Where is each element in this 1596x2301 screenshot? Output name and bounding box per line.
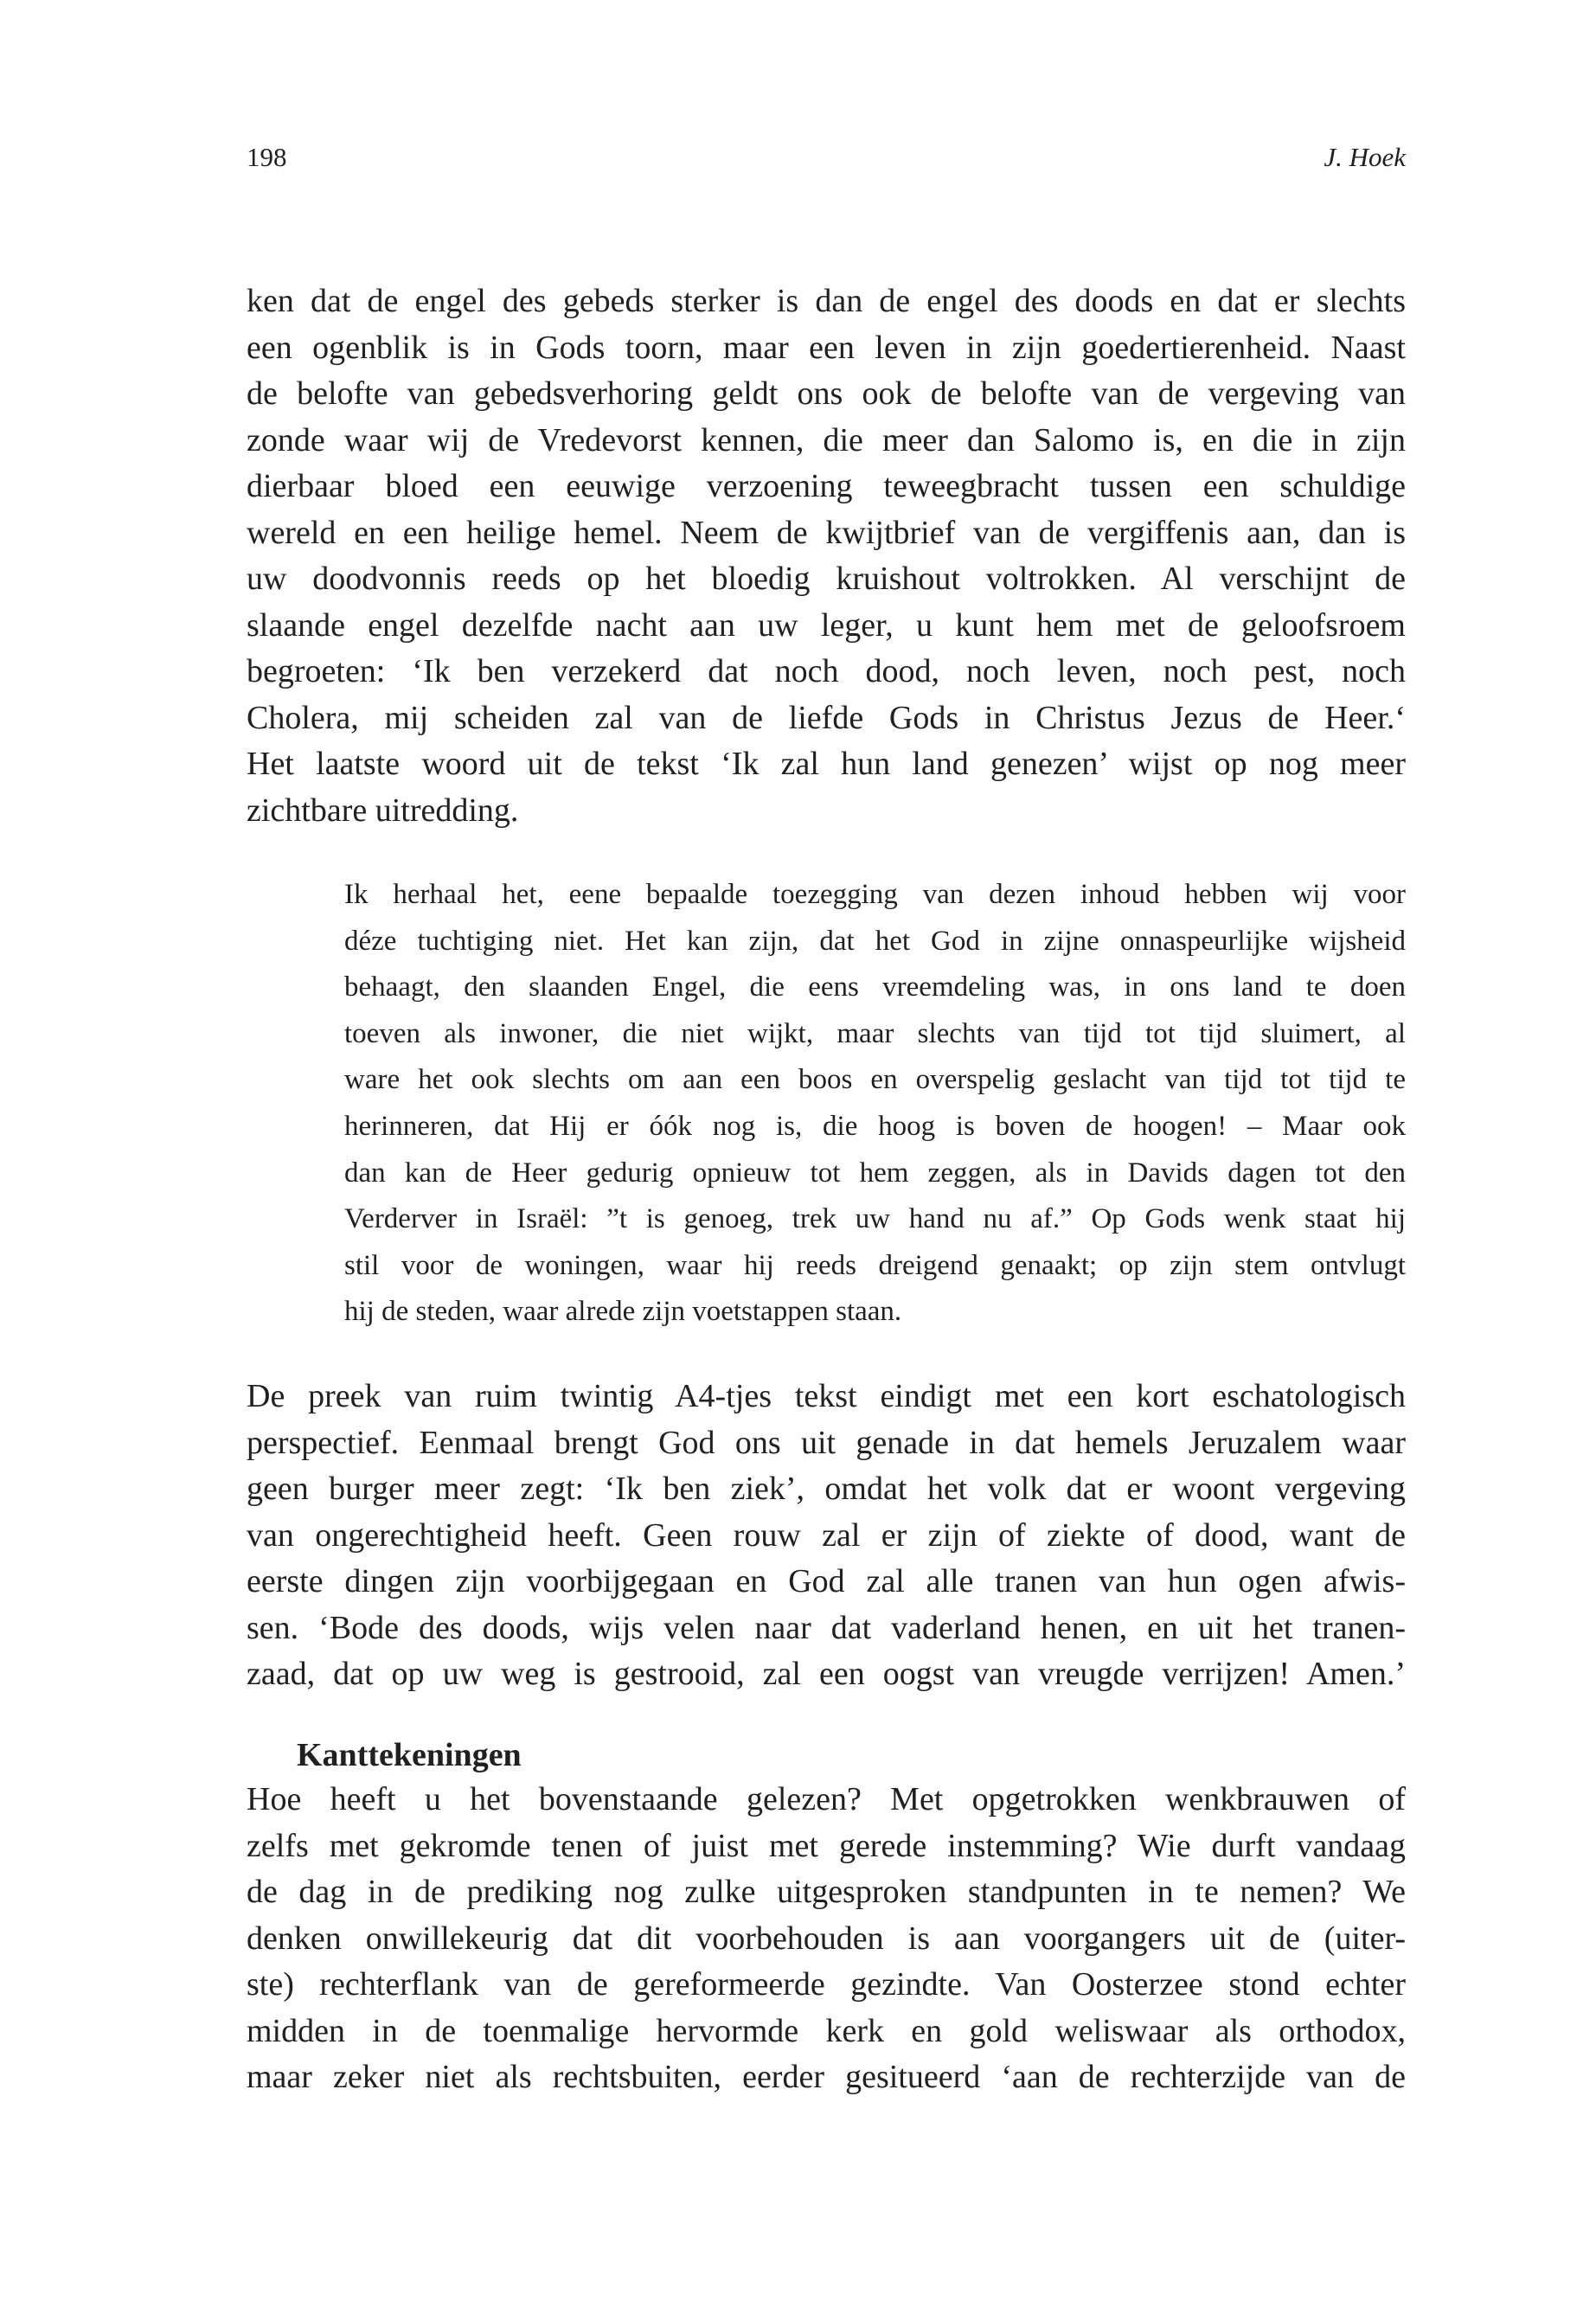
paragraph-kanttekeningen xyxy=(247,1777,1406,2101)
text-line: slaande engel dezelfde nacht aan uw leger, u kunt hem met de geloofsroem xyxy=(247,606,1406,644)
text-line: De preek van ruim twintig A4-tjes tekst eindigt met een kort eschatologisch xyxy=(247,1378,1406,1414)
text-line: van ongerechtigheid heeft. Geen rouw zal er zijn of ziekte of dood, want de xyxy=(247,1516,1406,1554)
paragraph-eschatological-perspective xyxy=(247,1374,1406,1698)
quote-line: behaagt, den slaanden Engel, die eens vreemdeling was, in ons land te doen xyxy=(344,971,1406,1003)
quote-line: déze tuchtiging niet. Het kan zijn, dat het God in zijne onnaspeurlijke wijsheid xyxy=(344,925,1406,957)
text-line: zaad, dat op uw weg is gestrooid, zal een oogst van vreugde verrijzen! Amen.’ xyxy=(247,1656,1406,1692)
text-line: geen burger meer zegt: ‘Ik ben ziek’, omdat het volk dat er woont vergeving xyxy=(247,1471,1406,1507)
text-line: sen. ‘Bode des doods, wijs velen naar dat vaderland henen, en uit het tranen- xyxy=(247,1609,1406,1646)
quote-line: herinneren, dat Hij er óók nog is, die hoog is boven de hoogen! – Maar ook xyxy=(344,1110,1406,1142)
page-header xyxy=(247,138,1406,176)
quote-line: stil voor de woningen, waar hij reeds dreigend genaakt; op zijn stem ontvlugt xyxy=(344,1249,1406,1281)
quote-line: Ik herhaal het, eene bepaalde toezegging van dezen inhoud hebben wij voor xyxy=(344,879,1406,910)
text-line: perspectief. Eenmaal brengt God ons uit genade in dat hemels Jeruzalem waar xyxy=(247,1424,1406,1461)
paragraph-sermon-continuation xyxy=(247,279,1406,834)
text-line: Hoe heeft u het bovenstaande gelezen? Met opgetrokken wenkbrauwen of xyxy=(247,1781,1406,1817)
text-line: ken dat de engel des gebeds sterker is dan de engel des doods en dat er slechts xyxy=(247,283,1406,319)
text-line: zelfs met gekromde tenen of juist met gerede instemming? Wie durft vandaag xyxy=(247,1827,1406,1864)
block-quote xyxy=(344,872,1406,1336)
text-line: de belofte van gebedsverhoring geldt ons ook de belofte van de vergeving van xyxy=(247,375,1406,412)
text-line: eerste dingen zijn voorbijgegaan en God zal alle tranen van hun ogen afwis- xyxy=(247,1563,1406,1599)
text-line: wereld en een heilige hemel. Neem de kwijtbrief van de vergiffenis aan, dan is xyxy=(247,514,1406,551)
text-line: zonde waar wij de Vredevorst kennen, die meer dan Salomo is, en die in zijn xyxy=(247,421,1406,458)
text-line: maar zeker niet als rechtsbuiten, eerder gesitueerd ‘aan de rechterzijde van de xyxy=(247,2059,1406,2095)
text-line: zichtbare uitredding. xyxy=(247,792,519,829)
text-line: denken onwillekeurig dat dit voorbehouden is aan voorgangers uit de (uiter- xyxy=(247,1920,1406,1957)
text-line: uw doodvonnis reeds op het bloedig kruishout voltrokken. Al verschijnt de xyxy=(247,561,1406,597)
text-line: dierbaar bloed een eeuwige verzoening teweegbracht tussen een schuldige xyxy=(247,468,1406,504)
text-line: midden in de toenmalige hervormde kerk en gold weliswaar als orthodox, xyxy=(247,2012,1406,2049)
section-heading: Kanttekeningen xyxy=(297,1737,522,1773)
text-line: de dag in de prediking nog zulke uitgesproken standpunten in te nemen? We xyxy=(247,1874,1406,1910)
running-head-author: J. Hoek xyxy=(1324,142,1406,172)
text-line: Het laatste woord uit de tekst ‘Ik zal hun land genezen’ wijst op nog meer xyxy=(247,746,1406,782)
quote-line: hij de steden, waar alrede zijn voetstappen staan. xyxy=(344,1296,902,1328)
text-line: ste) rechterflank van de gereformeerde gezindte. Van Oosterzee stond echter xyxy=(247,1966,1406,2003)
quote-line: Verderver in Israël: ”t is genoeg, trek uw hand nu af.” Op Gods wenk staat hij xyxy=(344,1203,1406,1235)
quote-line: dan kan de Heer gedurig opnieuw tot hem zeggen, als in Davids dagen tot den xyxy=(344,1157,1406,1189)
page-number: 198 xyxy=(247,142,287,172)
quote-line: toeven als inwoner, die niet wijkt, maar slechts van tijd tot tijd sluimert, al xyxy=(344,1017,1406,1049)
text-line: Cholera, mij scheiden zal van de liefde Gods in Christus Jezus de Heer.‘ xyxy=(247,699,1406,736)
text-line: een ogenblik is in Gods toorn, maar een leven in zijn goedertierenheid. Naast xyxy=(247,329,1406,366)
quote-line: ware het ook slechts om aan een boos en overspelig geslacht van tijd tot tijd te xyxy=(344,1064,1406,1096)
text-line: begroeten: ‘Ik ben verzekerd dat noch dood, noch leven, noch pest, noch xyxy=(247,653,1406,689)
